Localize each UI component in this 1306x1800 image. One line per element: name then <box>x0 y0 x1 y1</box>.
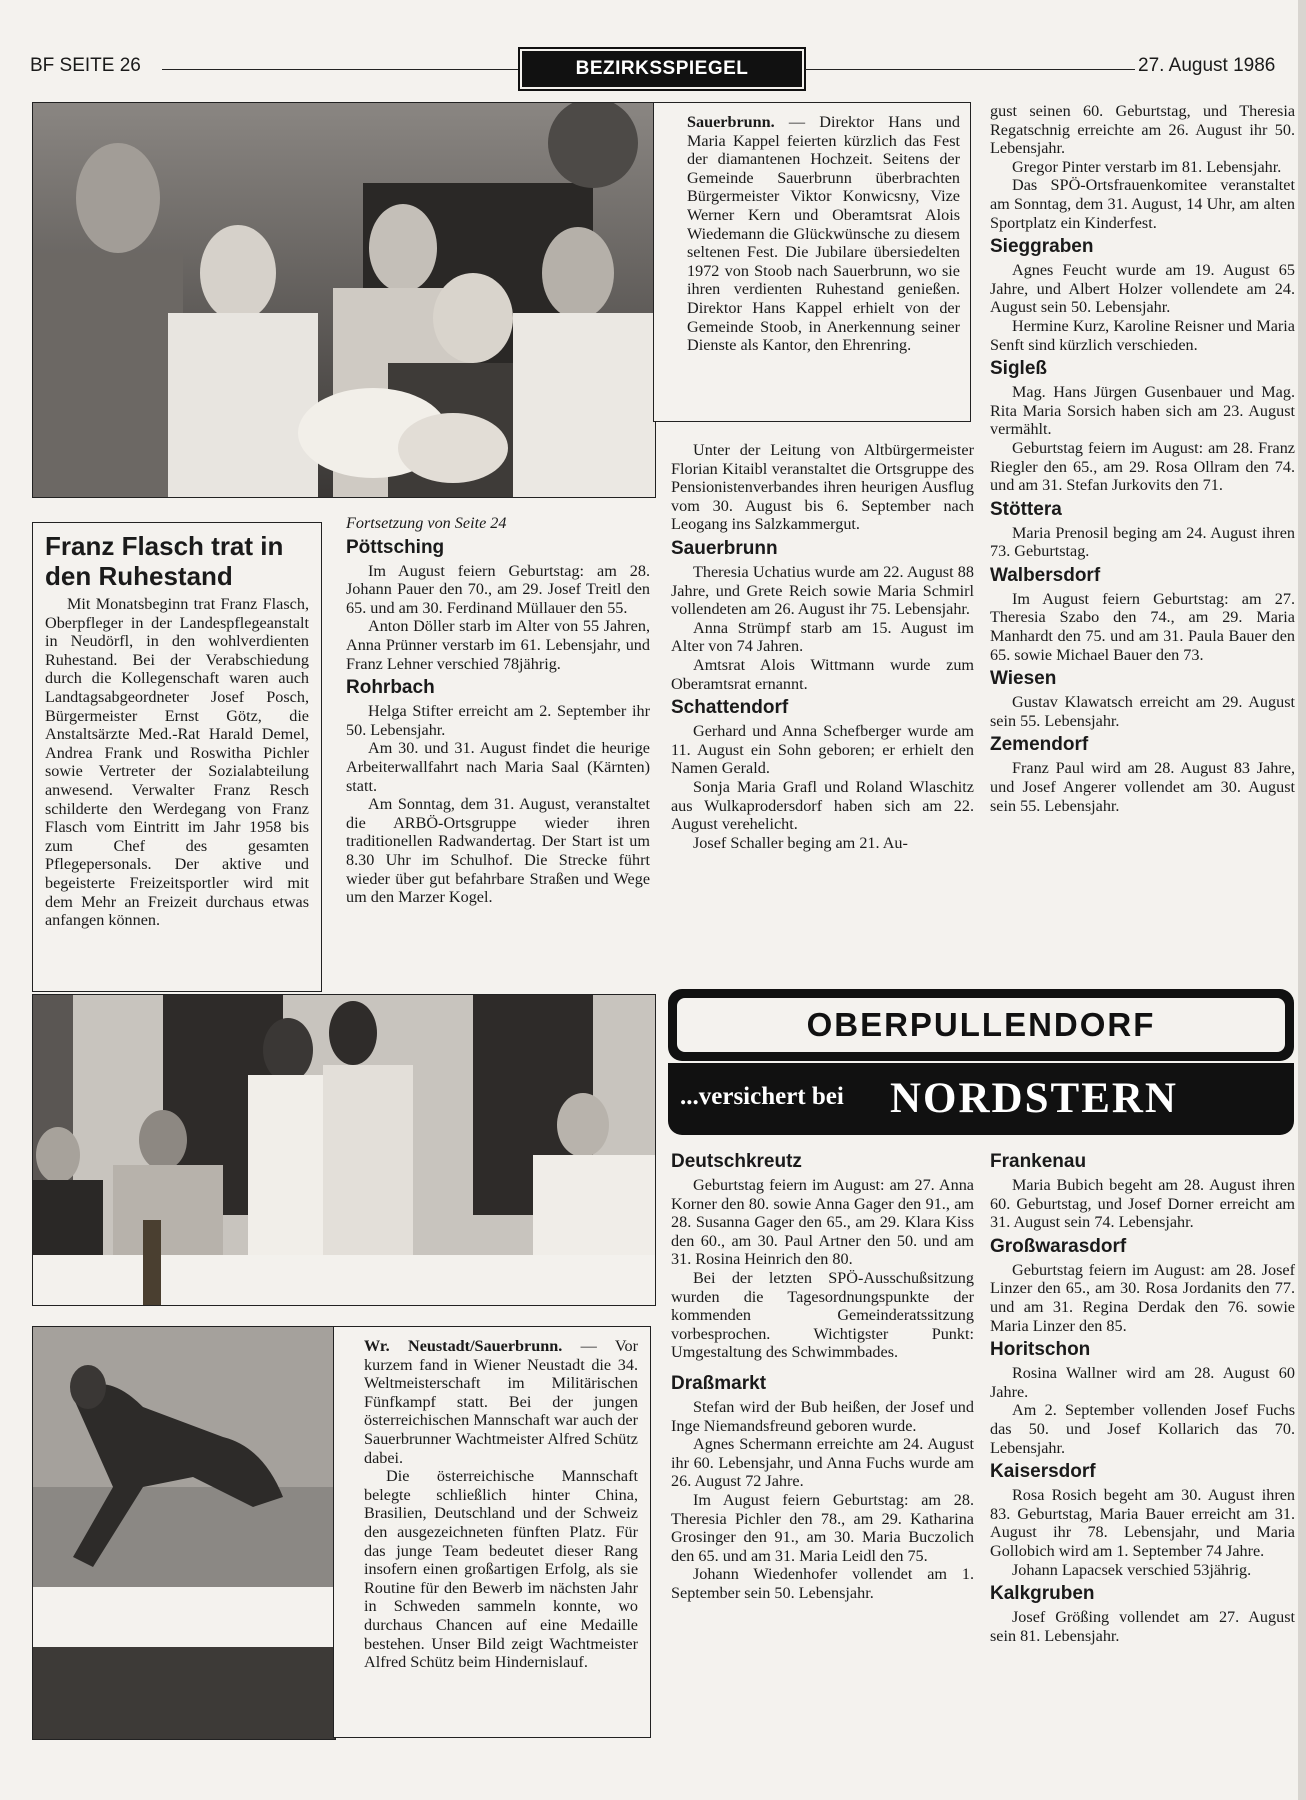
text-horitschon-2: Am 2. September vollenden Josef Fuchs das 50. und Josef Kollarich das 70. Lebensjahr. <box>990 1401 1295 1457</box>
article-flasch-body: Mit Monatsbeginn trat Franz Flasch, Oberpfleger in der Landespflegeanstalt in Neudörfl, in den wohlverdienten Ruhestand. Bei der Verabschiedung durch die Kollegenschaft waren auch Landtagsabgeordneter Josef Posch, Bürgermeister Ernst Götz, die Anstaltsärzte Med.-Rat Harald Demel, Andrea Frank und Roswitha Pichler sowie Vertreter der Sozialabteilung anwesend. Verwalter Franz Resch schilderte den Werdegang von Franz Flasch vom Eintritt im Jahr 1958 bis zum Chef des gesamten Pflegepersonals. Der aktive und begeisterte Freizeitsportler wird mit dem Mehr an Freizeit durchaus etwas anfangen können. <box>45 595 309 930</box>
text-zemendorf-1: Franz Paul wird am 28. August 83 Jahre, und Josef Angerer vollendet am 30. August sein 55. Lebensjahr. <box>990 759 1295 815</box>
banner-title: OBERPULLENDORF <box>806 1006 1156 1043</box>
heading-schattendorf: Schattendorf <box>671 697 789 719</box>
heading-kalkgruben: Kalkgruben <box>990 1583 1095 1605</box>
text-poettsching-2: Anton Döller starb im Alter von 55 Jahren, Anna Prünner verstarb im 61. Lebensjahr, und Franz Lehner verschied 78jährig. <box>346 617 650 673</box>
heading-horitschon: Horitschon <box>990 1339 1091 1361</box>
text-deutschkreutz-1: Geburtstag feiern im August: am 27. Anna Korner den 80. sowie Anna Gager den 91., am 28. Susanna Gager den 65., am 29. Klara Kiss den 60., am 30. Paul Artner den 50. und am 31. Rosina Heinrich den 80. <box>671 1176 974 1269</box>
text-kaisersdorf-1: Rosa Rosich begeht am 30. August ihren 83. Geburtstag, Maria Bauer erreicht am 31. August ihr 78. Lebensjahr, und Maria Gollobich wird am 1. September 74 Jahre. <box>990 1486 1295 1560</box>
text-deutschkreutz-2: Bei der letzten SPÖ-Ausschußsitzung wurden die Tagesordnungspunkte der kommenden Gemeinderatssitzung vorbesprochen. Wichtigster Punkt: Umgestaltung des Schwimmbades. <box>671 1268 974 1362</box>
caption-pentathlon-lead: Wr. Neustadt/Sauerbrunn. <box>364 1337 563 1355</box>
ceremony-photo-image <box>33 995 655 1305</box>
caption-pentathlon-text-1: — Vor kurzem fand in Wiener Neustadt die 34. Weltmeisterschaft im Militärischen Fünfkampf statt. Bei der jungen österreichischen Mannschaft war auch der Sauerbrunner Wachtmeister Alfred Schütz dabei. <box>364 1337 639 1467</box>
caption-diamond-wedding-text: — Direktor Hans und Maria Kappel feierten kürzlich das Fest der diamantenen Hochzeit. Seitens der Gemeinde Sauerbrunn überbrachten Bürgermeister Viktor Konwicsny, Vize Werner Kern und Oberamtsrat Alois Wiedemann die Glückwünsche zu diesem seltenen Fest. Die Jubilare übersiedelten 1972 von Stoob nach Sauerbrunn, wo sie ihren verdienten Ruhestand genießen. Direktor Hans Kappel erhielt von der Gemeinde Stoob, in Anerkennung seiner Dienste als Kantor, den Ehrenring. <box>687 113 960 355</box>
heading-sigless: Sigleß <box>990 358 1048 380</box>
text-sauerbrunn-3: Amtsrat Alois Wittmann wurde zum Oberamtsrat ernannt. <box>671 655 974 693</box>
column-frankenau-kalkgruben <box>990 1147 1295 1645</box>
text-col4-pinter: Gregor Pinter verstarb im 81. Lebensjahr. <box>1012 157 1282 176</box>
heading-walbersdorf: Walbersdorf <box>990 564 1101 586</box>
heading-wiesen: Wiesen <box>990 668 1057 690</box>
heading-frankenau: Frankenau <box>990 1151 1087 1172</box>
header-rule-right <box>805 69 1135 70</box>
heading-deutschkreutz: Deutschkreutz <box>671 1151 802 1172</box>
caption-pentathlon-text-2: Die österreichische Mannschaft belegte schließlich hinter China, Brasilien, Deutschland und der Schweiz den ausgezeichneten fünften Platz. Für das junge Team bedeutet dieser Rang insofern einen großartigen Erfolg, als sie Routine für den Bewerb im nächsten Jahr in Schweden sammeln konnte, wo durchaus Chancen auf eine Medaille bestehen. Unser Bild zeigt Wachtmeister Alfred Schütz beim Hindernislauf. <box>364 1467 638 1672</box>
header-date: 27. August 1986 <box>1138 55 1276 76</box>
text-drassmarkt-2: Agnes Schermann erreichte am 24. August ihr 60. Lebensjahr, und Anna Fuchs wurde am 26. August 72 Jahre. <box>671 1435 974 1491</box>
text-kalkgruben-1: Josef Größing vollendet am 27. August sein 81. Lebensjahr. <box>990 1608 1295 1645</box>
text-drassmarkt-1: Stefan wird der Bub heißen, der Josef und Inge Niemandsfreund geboren wurde. <box>671 1397 974 1435</box>
text-col4-kinderfest: Das SPÖ-Ortsfrauenkomitee veranstaltet am Sonntag, dem 31. August, 14 Uhr, am alten Sportplatz ein Kinderfest. <box>990 176 1295 232</box>
text-drassmarkt-4: Johann Wiedenhofer vollendet am 1. September sein 50. Lebensjahr. <box>671 1565 974 1602</box>
text-sauerbrunn-2: Anna Strümpf starb am 15. August im Alter von 74 Jahren. <box>671 618 974 656</box>
text-schattendorf-3: Josef Schaller beging am 21. Au- <box>693 833 908 852</box>
banner-oberpullendorf <box>668 989 1294 1061</box>
text-schattendorf-2: Sonja Maria Grafl und Roland Wlaschitz aus Wulkaprodersdorf haben sich am 22. August verehelicht. <box>671 777 974 834</box>
caption-box-pentathlon <box>333 1326 651 1738</box>
text-sigless-2: Geburtstag feiern im August: am 28. Franz Riegler den 65., am 29. Rosa Ollram den 74. und am 31. Stefan Jurkovits den 71. <box>990 438 1295 495</box>
text-horitschon-1: Rosina Wallner wird am 28. August 60 Jahre. <box>990 1364 1295 1401</box>
text-poettsching-1: Im August feiern Geburtstag: am 28. Johann Pauer den 70., am 29. Josef Treitl den 65. und am 30. Ferdinand Müllauer den 55. <box>346 561 650 617</box>
photo-hurdle-run <box>32 1326 336 1740</box>
text-sieggraben-2: Hermine Kurz, Karoline Reisner und Maria Senft sind kürzlich verschieden. <box>990 316 1295 354</box>
text-sieggraben-1: Agnes Feucht wurde am 19. August 65 Jahre, und Albert Holzer vollendete am 24. August sein 50. Lebensjahr. <box>990 261 1295 317</box>
header-rule-left <box>162 69 520 70</box>
wedding-photo-image <box>33 103 655 497</box>
text-grosswarasdorf-1: Geburtstag feiern im August: am 28. Josef Linzer den 65., am 30. Rosa Jordanits den 77. und am 31. Regina Derdak den 76. sowie Maria Linzer den 85. <box>990 1260 1295 1335</box>
heading-drassmarkt: Draßmarkt <box>671 1372 767 1394</box>
heading-rohrbach: Rohrbach <box>346 677 435 699</box>
heading-poettsching: Pöttsching <box>346 536 445 558</box>
text-sigless-1: Mag. Hans Jürgen Gusenbauer und Mag. Rita Maria Sorsich haben sich am 23. August vermählt. <box>990 383 1295 439</box>
text-drassmarkt-3: Im August feiern Geburtstag: am 28. Theresia Pichler den 78., am 29. Katharina Grosinger den 91., am 30. Maria Buczolich den 65. und am 31. Maria Leidl den 75. <box>671 1490 974 1565</box>
photo-diamond-wedding <box>32 102 656 498</box>
text-schattendorf-1: Gerhard und Anna Schefberger wurde am 11. August ein Sohn geboren; er erhielt den Namen Gerald. <box>671 722 974 778</box>
heading-zemendorf: Zemendorf <box>990 734 1089 756</box>
text-col4-top: gust seinen 60. Geburtstag, und Theresia Regatschnig erreichte am 26. August ihr 50. Lebensjahr. <box>990 102 1295 158</box>
text-stoettera-1: Maria Prenosil beging am 24. August ihren 73. Geburtstag. <box>990 523 1295 561</box>
caption-diamond-wedding-lead: Sauerbrunn. <box>687 113 775 131</box>
column-deutschkreutz-drassmarkt <box>671 1147 974 1602</box>
column-sieggraben-zemendorf <box>990 102 1295 815</box>
header-page-label: BF SEITE 26 <box>30 55 141 76</box>
heading-stoettera: Stöttera <box>990 498 1062 520</box>
article-flasch-title: Franz Flasch trat in den Ruhestand <box>45 531 284 591</box>
text-wiesen-1: Gustav Klawatsch erreicht am 29. August sein 55. Lebensjahr. <box>990 693 1295 730</box>
text-pensionisten-intro: Unter der Leitung von Altbürgermeister Florian Kitaibl veranstaltet die Ortsgruppe des Pensionistenverbandes ihren heurigen Ausflug vom 30. August bis 6. September nach Leogang ins Salzkammergut. <box>671 441 974 534</box>
text-rohrbach-3: Am Sonntag, dem 31. August, veranstaltet die ARBÖ-Ortsgruppe wieder ihren traditionellen Radwandertag. Der Start ist um 8.30 Uhr im Schulhof. Die Strecke führt wieder über gut befahrbare Straßen und Wege um den Marzer Kogel. <box>346 795 650 907</box>
text-frankenau-1: Maria Bubich begeht am 28. August ihren 60. Geburtstag, und Josef Dorner erreicht am 31. August sein 74. Lebensjahr. <box>990 1176 1295 1232</box>
article-box-flasch <box>32 522 322 992</box>
banner-brand: NORDSTERN <box>890 1075 1178 1122</box>
heading-sieggraben: Sieggraben <box>990 236 1094 258</box>
hurdle-photo-image <box>33 1327 335 1739</box>
photo-retirement-ceremony <box>32 994 656 1306</box>
banner-tagline: ...versichert bei <box>680 1083 844 1110</box>
text-rohrbach-1: Helga Stifter erreicht am 2. September ihr 50. Lebensjahr. <box>346 702 650 739</box>
header-section-title: BEZIRKSSPIEGEL <box>522 51 802 87</box>
page-edge <box>1298 0 1306 1800</box>
heading-kaisersdorf: Kaisersdorf <box>990 1461 1096 1483</box>
text-rohrbach-2: Am 30. und 31. August findet die heurige Arbeiterwallfahrt nach Maria Saal (Kärnten) statt. <box>346 739 650 795</box>
continued-note: Fortsetzung von Seite 24 <box>346 514 507 532</box>
text-kaisersdorf-2: Johann Lapacsek verschied 53jährig. <box>1012 1560 1252 1579</box>
column-sauerbrunn-schattendorf <box>671 441 974 852</box>
banner-nordstern <box>668 1063 1294 1135</box>
text-sauerbrunn-1: Theresia Uchatius wurde am 22. August 88 Jahre, und Grete Reich sowie Maria Schmirl vollendeten am 26. August ihr 75. Lebensjahr. <box>671 562 974 619</box>
heading-grosswarasdorf: Großwarasdorf <box>990 1235 1127 1257</box>
text-walbersdorf-1: Im August feiern Geburtstag: am 27. Theresia Szabo den 74., am 29. Maria Manhardt den 75. und am 31. Paula Bauer den 65. sowie Michael Bauer den 73. <box>990 589 1295 664</box>
caption-box-diamond-wedding <box>653 102 971 422</box>
heading-sauerbrunn: Sauerbrunn <box>671 537 778 559</box>
column-poettsching-rohrbach <box>346 514 650 907</box>
